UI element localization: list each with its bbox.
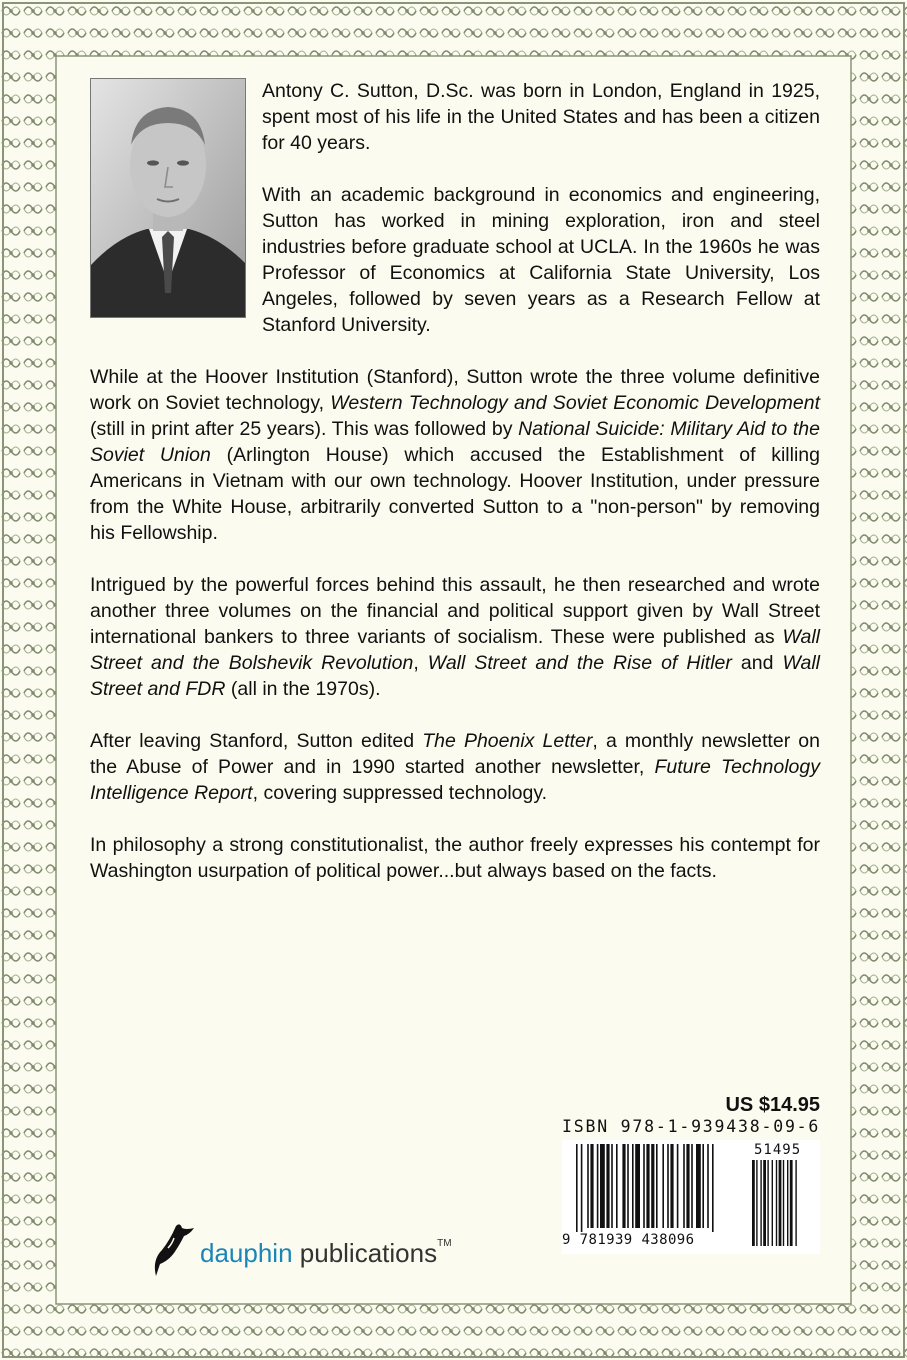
author-photo xyxy=(90,78,246,318)
isbn-number: ISBN 978-1-939438-09-6 xyxy=(562,1117,821,1136)
author-bio xyxy=(90,78,820,884)
barcode-bar xyxy=(696,1144,701,1228)
bio-paragraph-3: While at the Hoover Institution (Stanford), Sutton wrote the three volume definitive work on Soviet technology, Western Technology and Soviet Economic Development (still in print after 25 years). This was followed by National Suicide: Military Aid to the Soviet Union (Arlington House) which accused the Establishment of killing Americans in Vietnam with our own technology. Hoover Institution, under pressure from the White House, arbitrarily converted Sutton to a "non-person" by removing his Fellowship. xyxy=(90,366,820,544)
barcode-addon-bar xyxy=(787,1160,788,1246)
barcode-addon-bar xyxy=(760,1160,761,1246)
barcode-bar xyxy=(627,1144,629,1228)
barcode-bar xyxy=(651,1144,654,1228)
price-label: US $14.95 xyxy=(725,1094,820,1116)
bio-paragraph-2: With an academic background in economics and engineering, Sutton has worked in mining exploration, iron and steel industries before graduate school at UCLA. In the 1960s he was Professor of Economics at California State University, Los Angeles, followed by seven years as a Research Fellow at Stanford University. xyxy=(262,184,820,336)
barcode-bar xyxy=(611,1144,613,1228)
bio-paragraph-5: After leaving Stanford, Sutton edited The Phoenix Letter, a monthly newsletter on the Abuse of Power and in 1990 started another newsletter, Future Technology Intelligence Report, covering suppressed technology. xyxy=(90,730,820,804)
barcode-addon-bar xyxy=(756,1160,757,1246)
book-title: Wall Street and FDR xyxy=(90,652,821,700)
barcode-bar xyxy=(707,1144,709,1228)
newsletter-title: Future Technology Intelligence Report xyxy=(90,756,820,804)
barcode-bar xyxy=(686,1144,689,1228)
book-title: National Suicide: Military Aid to the Soviet Union xyxy=(90,418,820,466)
barcode-digits: 9 781939 438096 xyxy=(562,1232,695,1248)
barcode-bar xyxy=(616,1144,618,1228)
barcode-addon-bar xyxy=(795,1160,796,1246)
barcode-bar xyxy=(643,1144,645,1228)
barcode-addon-bar xyxy=(790,1160,793,1246)
barcode-bar xyxy=(632,1144,634,1228)
barcode-bar xyxy=(635,1144,640,1228)
barcode-bar xyxy=(576,1144,578,1232)
barcode-addon-bar xyxy=(752,1160,755,1246)
barcode-bar xyxy=(597,1144,599,1228)
barcode-bar xyxy=(667,1144,669,1228)
barcode xyxy=(562,1140,820,1254)
barcode-addon: 51495 xyxy=(754,1142,802,1158)
barcode-bar xyxy=(646,1144,649,1228)
barcode-bar xyxy=(606,1144,609,1228)
publisher-logo xyxy=(150,1220,510,1280)
barcode-addon-bar xyxy=(763,1160,766,1246)
barcode-bar xyxy=(656,1144,658,1228)
barcode-addon-bar xyxy=(783,1160,784,1246)
bio-paragraph-1: Antony C. Sutton, D.Sc. was born in London, England in 1925, spent most of his life in the United States and has been a citizen for 40 years. xyxy=(262,80,820,154)
barcode-bar xyxy=(590,1144,593,1228)
newsletter-title: The Phoenix Letter xyxy=(422,730,593,752)
barcode-bar xyxy=(600,1144,605,1228)
barcode-addon-bar xyxy=(776,1160,777,1246)
barcode-bar xyxy=(622,1144,625,1228)
barcode-addon-bar xyxy=(772,1160,773,1246)
barcode-bar xyxy=(702,1144,704,1228)
book-title: Wall Street and the Bolshevik Revolution xyxy=(90,626,820,674)
barcode-addon-bar xyxy=(767,1160,768,1246)
book-title: Wall Street and the Rise of Hitler xyxy=(427,652,732,674)
dolphin-icon xyxy=(150,1220,198,1278)
publisher-name: dauphin publications™ xyxy=(200,1238,452,1268)
barcode-bar xyxy=(670,1144,673,1228)
barcode-bar xyxy=(691,1144,693,1228)
barcode-addon-bar xyxy=(779,1160,782,1246)
barcode-bar xyxy=(712,1144,714,1232)
barcode-bar xyxy=(662,1144,664,1228)
barcode-bar xyxy=(683,1144,685,1228)
book-title: Western Technology and Soviet Economic Development xyxy=(330,392,820,414)
barcode-bar xyxy=(677,1144,679,1228)
bio-paragraph-6: In philosophy a strong constitutionalist, the author freely expresses his contempt for Washington usurpation of political power...but always based on the facts. xyxy=(90,834,820,882)
barcode-bar xyxy=(587,1144,589,1228)
barcode-bar xyxy=(581,1144,583,1232)
bio-paragraph-4: Intrigued by the powerful forces behind this assault, he then researched and wrote another three volumes on the financial and political support given by Wall Street international bankers to three variants of socialism. These were published as Wall Street and the Bolshevik Revolution, Wall Street and the Rise of Hitler and Wall Street and FDR (all in the 1970s). xyxy=(90,574,821,700)
